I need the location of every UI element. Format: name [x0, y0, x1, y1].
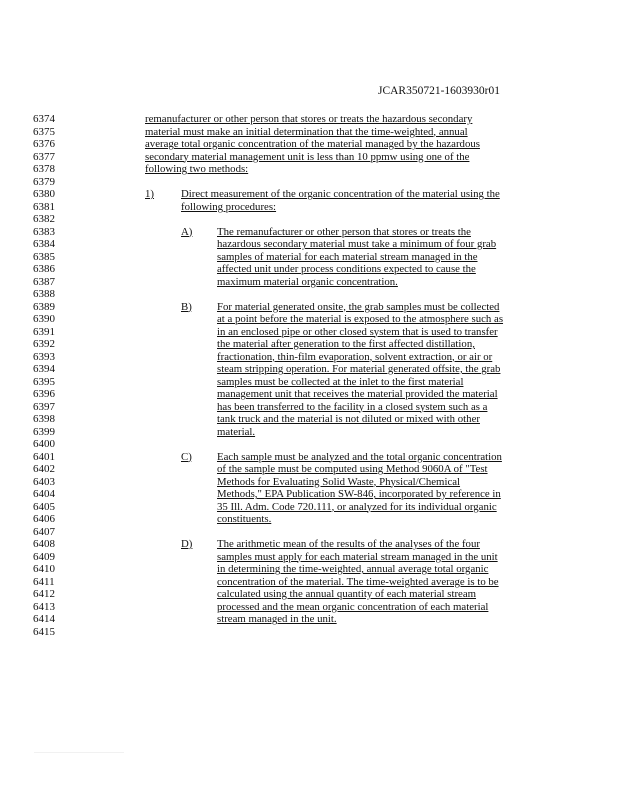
- line-number: 6396: [33, 388, 55, 400]
- paragraph-line: in determining the time-weighted, annual average total organic: [217, 563, 489, 575]
- line-number: 6401: [33, 450, 55, 463]
- paragraph-line: The arithmetic mean of the results of the analyses of the four: [217, 538, 480, 550]
- line-number: 6404: [33, 488, 55, 500]
- paragraph-line: fractionation, thin-film evaporation, solvent extraction, or air or: [217, 350, 493, 363]
- line-number: 6379: [33, 175, 55, 188]
- line-number: 6386: [33, 263, 55, 275]
- line-number: 6412: [33, 588, 55, 600]
- paragraph-line: For material generated onsite, the grab samples must be collected: [217, 300, 500, 313]
- paragraph-line: maximum material organic concentration.: [217, 275, 398, 288]
- item-marker: C): [181, 450, 192, 463]
- paragraph-line: The remanufacturer or other person that stores or treats the: [217, 225, 471, 238]
- line-number: 6407: [33, 525, 55, 538]
- item-marker: B): [181, 300, 192, 313]
- line-number: 6413: [33, 600, 55, 613]
- line-number: 6381: [33, 200, 55, 213]
- line-number: 6415: [33, 625, 55, 638]
- paragraph-line: of the sample must be computed using Method 9060A of "Test: [217, 463, 488, 475]
- line-number: 6388: [33, 288, 55, 300]
- line-number: 6410: [33, 563, 55, 575]
- paragraph-line: Direct measurement of the organic concentration of the material using the: [181, 188, 500, 200]
- line-number: 6397: [33, 400, 55, 413]
- paragraph-line: in an enclosed pipe or other closed system that is used to transfer: [217, 325, 498, 338]
- line-number: 6398: [33, 413, 55, 425]
- line-number: 6392: [33, 338, 55, 350]
- paragraph-line: affected unit under process conditions expected to cause the: [217, 263, 476, 275]
- line-number: 6390: [33, 313, 55, 325]
- line-number: 6391: [33, 325, 55, 338]
- line-number: 6405: [33, 500, 55, 513]
- line-number: 6406: [33, 513, 55, 525]
- line-number: 6378: [33, 163, 55, 175]
- line-number: 6414: [33, 613, 55, 625]
- line-number: 6376: [33, 138, 55, 150]
- paragraph-line: management unit that receives the material provided the material: [217, 388, 498, 400]
- paragraph-line: steam stripping operation. For material generated offsite, the grab: [217, 363, 501, 375]
- paragraph-line: calculated using the annual quantity of each material stream: [217, 588, 477, 600]
- paragraph-line: Each sample must be analyzed and the total organic concentration: [217, 450, 502, 463]
- paragraph-line: processed and the mean organic concentration of each material: [217, 600, 489, 613]
- line-number: 6411: [33, 575, 55, 588]
- paragraph-line: Methods," EPA Publication SW-846, incorporated by reference in: [217, 488, 501, 500]
- line-number: 6399: [33, 425, 55, 438]
- line-number: 6377: [33, 150, 55, 163]
- line-number: 6393: [33, 350, 55, 363]
- paragraph-line: material must make an initial determination that the time-weighted, annual: [145, 125, 468, 138]
- line-number: 6389: [33, 300, 55, 313]
- line-number: 6375: [33, 125, 55, 138]
- paragraph-line: stream managed in the unit.: [217, 613, 337, 625]
- paragraph-line: samples must be collected at the inlet to the first material: [217, 375, 464, 388]
- line-number: 6402: [33, 463, 55, 475]
- line-number: 6384: [33, 238, 55, 250]
- paragraph-line: at a point before the material is exposed to the atmosphere such as: [217, 313, 504, 325]
- paragraph-line: remanufacturer or other person that stores or treats the hazardous secondary: [145, 113, 473, 125]
- line-number: 6409: [33, 550, 55, 563]
- line-number: 6374: [33, 113, 55, 125]
- document-id: JCAR350721-1603930r01: [377, 85, 500, 97]
- line-number: 6394: [33, 363, 55, 375]
- paragraph-line: samples of material for each material stream managed in the: [217, 250, 478, 263]
- paragraph-line: concentration of the material. The time-weighted average is to be: [217, 575, 499, 588]
- paragraph-line: samples must apply for each material stream managed in the unit: [217, 550, 498, 563]
- paragraph-line: average total organic concentration of the material managed by the hazardous: [145, 138, 480, 150]
- line-number: 6383: [33, 225, 55, 238]
- paragraph-line: tank truck and the material is not diluted or mixed with other: [217, 413, 480, 425]
- paragraph-line: following procedures:: [181, 200, 277, 213]
- item-marker: A): [181, 225, 193, 238]
- paragraph-line: hazardous secondary material must take a minimum of four grab: [217, 238, 497, 250]
- paragraph-line: has been transferred to the facility in a closed system such as a: [217, 400, 488, 413]
- line-number: 6387: [33, 275, 55, 288]
- line-number: 6382: [33, 213, 55, 225]
- item-marker: 1): [145, 188, 154, 200]
- paragraph-line: the material after generation to the first affected distillation,: [217, 338, 475, 350]
- item-marker: D): [181, 538, 193, 550]
- paragraph-line: 35 Ill. Adm. Code 720.111, or analyzed for its individual organic: [217, 500, 497, 513]
- line-number: 6385: [33, 250, 55, 263]
- line-number: 6380: [33, 188, 55, 200]
- line-number: 6395: [33, 375, 55, 388]
- footer-divider: [34, 752, 124, 753]
- line-number: 6403: [33, 475, 55, 488]
- paragraph-line: material.: [217, 425, 256, 438]
- line-number: 6400: [33, 438, 55, 450]
- paragraph-line: following two methods:: [145, 163, 249, 175]
- paragraph-line: Methods for Evaluating Solid Waste, Physical/Chemical: [217, 475, 461, 488]
- paragraph-line: secondary material management unit is less than 10 ppmw using one of the: [145, 150, 470, 163]
- line-number: 6408: [33, 538, 55, 550]
- paragraph-line: constituents.: [217, 513, 272, 525]
